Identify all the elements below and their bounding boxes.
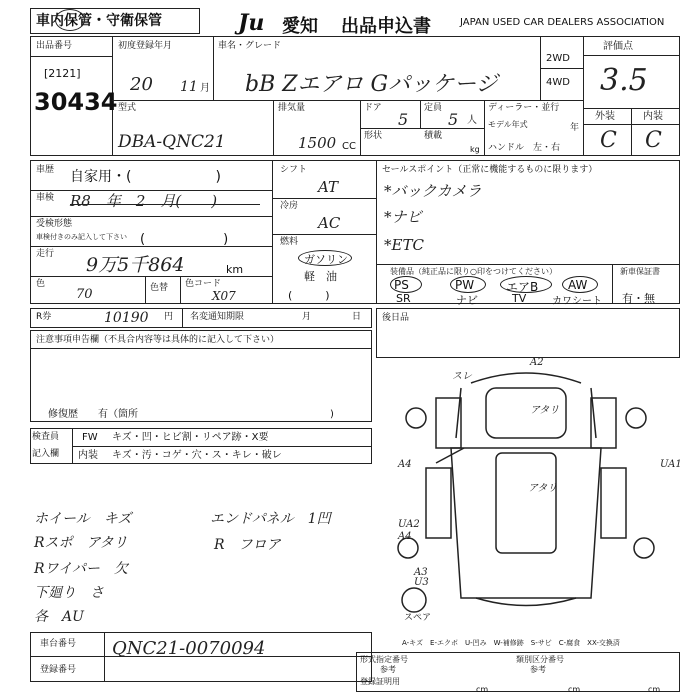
diagram-label: アタリ xyxy=(528,483,558,494)
meta-ref2: 参考 xyxy=(530,665,546,674)
fuel-label: 燃料 xyxy=(280,237,299,247)
disp-label: 排気量 xyxy=(278,103,306,113)
divider xyxy=(30,246,272,247)
form-title: 出品申込書 xyxy=(341,16,431,37)
spare-wheel xyxy=(402,588,426,612)
diagram-label: U3 xyxy=(414,577,429,588)
divider xyxy=(72,446,372,447)
lot-number: 30434 xyxy=(34,88,118,116)
registration-label: 登録番号 xyxy=(40,665,77,675)
form-subtitle: JAPAN USED CAR DEALERS ASSOCIATION xyxy=(460,17,665,28)
load-unit: kg xyxy=(470,145,480,154)
diagram-label: UA1 xyxy=(660,459,682,470)
sales-label: セールスポイント（正常に機能するものに限ります） xyxy=(382,165,598,175)
rating-label: 評価点 xyxy=(603,41,633,52)
option-pw: PW xyxy=(455,278,475,292)
divider xyxy=(145,276,146,304)
front-pillars xyxy=(456,388,596,438)
ext-label: 外装 xyxy=(595,111,615,122)
recycle-unit: 円 xyxy=(164,312,174,322)
stamp-sub: 車検付きのみ記入して下さい xyxy=(36,233,127,241)
divider xyxy=(540,68,583,69)
storage-title: 車内保管・守衛保管 xyxy=(36,13,162,29)
type-label: 型式 xyxy=(118,103,137,113)
meta-f1: 形式指定番号 xyxy=(360,655,408,664)
color-label: 色 xyxy=(36,279,46,289)
option-circle xyxy=(500,276,552,293)
divider xyxy=(273,100,274,156)
2wd-label: 2WD xyxy=(546,53,570,64)
recycle-value: 10190 xyxy=(104,310,149,326)
chassis-value: QNC21-0070094 xyxy=(112,638,266,659)
divider xyxy=(360,128,484,129)
diagram-label-a2: A2 xyxy=(530,357,544,368)
mileage-unit: km xyxy=(226,263,244,276)
option-circle xyxy=(390,276,422,293)
option-seat: カワシート xyxy=(552,296,602,307)
divider xyxy=(30,190,272,191)
model-label: 車名・グレード xyxy=(218,41,282,51)
color-value: 70 xyxy=(76,287,93,302)
year-unit: 年 xyxy=(570,123,580,133)
fw-items: キズ・凹・ヒビ割・リペア跡・X要 xyxy=(112,432,269,443)
fw-label: FW xyxy=(82,432,98,443)
org-name: 愛知 xyxy=(282,16,318,37)
meta-f3: 登録証明用 xyxy=(360,677,400,686)
name-change-month: 月 xyxy=(302,312,312,322)
new-car-value: 有・無 xyxy=(622,292,655,305)
color-code-label: 色コード xyxy=(185,279,222,289)
left-front-wheel xyxy=(406,408,426,428)
divider xyxy=(30,276,272,277)
disp-value: 1500 xyxy=(298,134,337,152)
door-label: ドア xyxy=(364,103,382,113)
handle-label: ハンドル 左・右 xyxy=(488,143,561,153)
sales-item: *ナビ xyxy=(384,208,422,226)
mileage-label: 走行 xyxy=(36,249,55,259)
shift-label: シフト xyxy=(280,165,308,175)
option-aw: AW xyxy=(568,278,588,292)
diagram-label: A4 xyxy=(398,459,412,470)
inspection-label: 車検 xyxy=(36,193,55,203)
option-sr: SR xyxy=(396,292,411,305)
divider xyxy=(272,234,376,235)
stamp-value: ( ) xyxy=(140,232,229,247)
inspector-label: 検査員 xyxy=(32,432,60,442)
meta-f2: 類別区分番号 xyxy=(516,655,564,664)
strike-line xyxy=(70,204,260,205)
meta-ref: 参考 xyxy=(380,665,396,674)
disp-unit: CC xyxy=(342,141,356,152)
fuel-other: ( ) xyxy=(288,289,330,302)
right-doors xyxy=(601,468,626,538)
capacity-value: 5 xyxy=(448,110,459,129)
color-code-value: X07 xyxy=(212,289,236,303)
name-change-day: 日 xyxy=(352,312,362,322)
divider xyxy=(30,56,112,57)
body-outline xyxy=(451,448,601,598)
divider xyxy=(583,55,680,56)
divider xyxy=(583,124,680,125)
divider xyxy=(376,160,377,304)
right-front-wheel xyxy=(626,408,646,428)
int-value: C xyxy=(645,128,662,153)
divider xyxy=(104,632,105,682)
divider xyxy=(213,36,214,100)
options-label: 装備品（純正品に限り○印をつけてください） xyxy=(390,267,557,276)
diagram-label: A4 xyxy=(398,531,412,542)
divider xyxy=(182,308,183,328)
option-airbag: エアB xyxy=(506,280,539,294)
4wd-label: 4WD xyxy=(546,77,570,88)
color-change-label: 色替 xyxy=(150,283,169,293)
remark-line: エンドパネル 1凹 xyxy=(210,511,331,527)
diagram-label: スレ xyxy=(452,371,472,382)
roof-front-arc xyxy=(471,373,581,383)
first-reg-year: 20 xyxy=(130,74,153,95)
divider xyxy=(180,276,181,304)
rating-value: 3.5 xyxy=(600,63,648,98)
divider xyxy=(112,100,583,101)
lot-label: 出品番号 xyxy=(36,41,73,51)
remark-line: R フロア xyxy=(214,537,281,553)
circle-mark xyxy=(55,9,85,31)
divider xyxy=(484,100,485,156)
int-label: 内装 xyxy=(643,111,663,122)
first-reg-month: 11 xyxy=(180,79,198,95)
meta-cm2: cm xyxy=(568,685,581,694)
diagram-label: アタリ xyxy=(530,405,560,416)
left-doors xyxy=(426,468,451,538)
model-value: bB Zエアロ Gパッケージ xyxy=(245,72,498,97)
option-circle xyxy=(450,276,486,293)
option-circle xyxy=(562,276,598,293)
divider xyxy=(631,108,632,156)
int-items: キズ・汚・コゲ・穴・ス・キレ・破レ xyxy=(112,450,282,461)
capacity-unit: 人 xyxy=(467,115,477,126)
history-value: 自家用・( ) xyxy=(70,169,221,185)
diagram-legend: A-キズ E-エクボ U-凹み W-補修跡 S-サビ C-腐食 XX-交換済 xyxy=(402,639,620,647)
capacity-label: 定員 xyxy=(424,103,443,113)
sales-item: *ETC xyxy=(384,236,424,254)
fuel-value: ガソリン xyxy=(304,253,348,266)
meta-cm3: cm xyxy=(648,685,661,694)
divider xyxy=(272,160,273,304)
divider xyxy=(30,216,272,217)
new-car-label: 新車保証書 xyxy=(620,267,660,276)
load-label: 積載 xyxy=(424,131,443,141)
pointer-line xyxy=(436,448,464,463)
ext-value: C xyxy=(600,128,617,153)
mileage-value: 9万5千864 xyxy=(86,254,185,276)
diagram-label: スペア xyxy=(404,613,432,623)
stamp-label: 受検形態 xyxy=(36,219,73,229)
ac-value: AC xyxy=(318,214,341,232)
inspection-value: R8 年 2 月( ) xyxy=(70,192,218,210)
name-change-label: 名変通知期限 xyxy=(190,312,245,322)
divider xyxy=(30,348,372,349)
diagram-label: UA2 xyxy=(398,519,420,530)
divider xyxy=(583,36,584,156)
history-label: 車歴 xyxy=(36,165,55,175)
remark-line: 下廻り さ xyxy=(34,585,104,601)
shape-label: 形状 xyxy=(364,131,383,141)
chassis-label: 車台番号 xyxy=(40,639,77,649)
roof-panel xyxy=(496,453,556,553)
repair-label: 修復歴 有（箇所 xyxy=(48,409,138,420)
door-value: 5 xyxy=(398,110,409,129)
shift-value: AT xyxy=(318,178,339,196)
rear-bumper xyxy=(476,598,576,606)
divider xyxy=(420,100,421,128)
remark-line: Rスポ アタリ xyxy=(34,535,128,551)
interior-label: 内装 xyxy=(78,450,98,461)
after-sale-box xyxy=(376,308,680,358)
divider xyxy=(376,264,680,265)
first-reg-month-unit: 月 xyxy=(200,83,210,94)
remark-line: ホイール キズ xyxy=(34,511,132,527)
fuel-alt: 軽 油 xyxy=(304,270,337,283)
dealer-label: ディーラー・並行 xyxy=(488,103,560,113)
type-value: DBA-QNC21 xyxy=(118,132,226,152)
recycle-label: R券 xyxy=(36,312,52,322)
model-year-label: モデル年式 xyxy=(488,120,528,129)
divider xyxy=(272,198,376,199)
divider xyxy=(612,264,613,304)
ju-logo: Ju xyxy=(238,10,265,36)
right-rear-wheel xyxy=(634,538,654,558)
option-tv: TV xyxy=(512,292,527,305)
notes-label: 注意事項申告欄（不具合内容等は具体的に記入して下さい） xyxy=(36,335,280,345)
option-navi: ナビ xyxy=(456,294,478,307)
first-reg-label: 初度登録年月 xyxy=(118,41,173,51)
ac-label: 冷房 xyxy=(280,201,299,211)
option-ps: PS xyxy=(394,278,409,292)
inspector-label2: 記入欄 xyxy=(32,449,60,459)
diagram-label: A3 xyxy=(414,567,428,578)
after-sale-label: 後日品 xyxy=(382,313,410,323)
remark-line: 各 AU xyxy=(34,609,84,625)
remark-line: Rワイパー 欠 xyxy=(34,561,128,577)
lot-sub: [2121] xyxy=(44,67,81,80)
repair-close: ) xyxy=(330,409,334,420)
meta-cm: cm xyxy=(476,685,489,694)
sales-item: *バックカメラ xyxy=(384,182,482,200)
